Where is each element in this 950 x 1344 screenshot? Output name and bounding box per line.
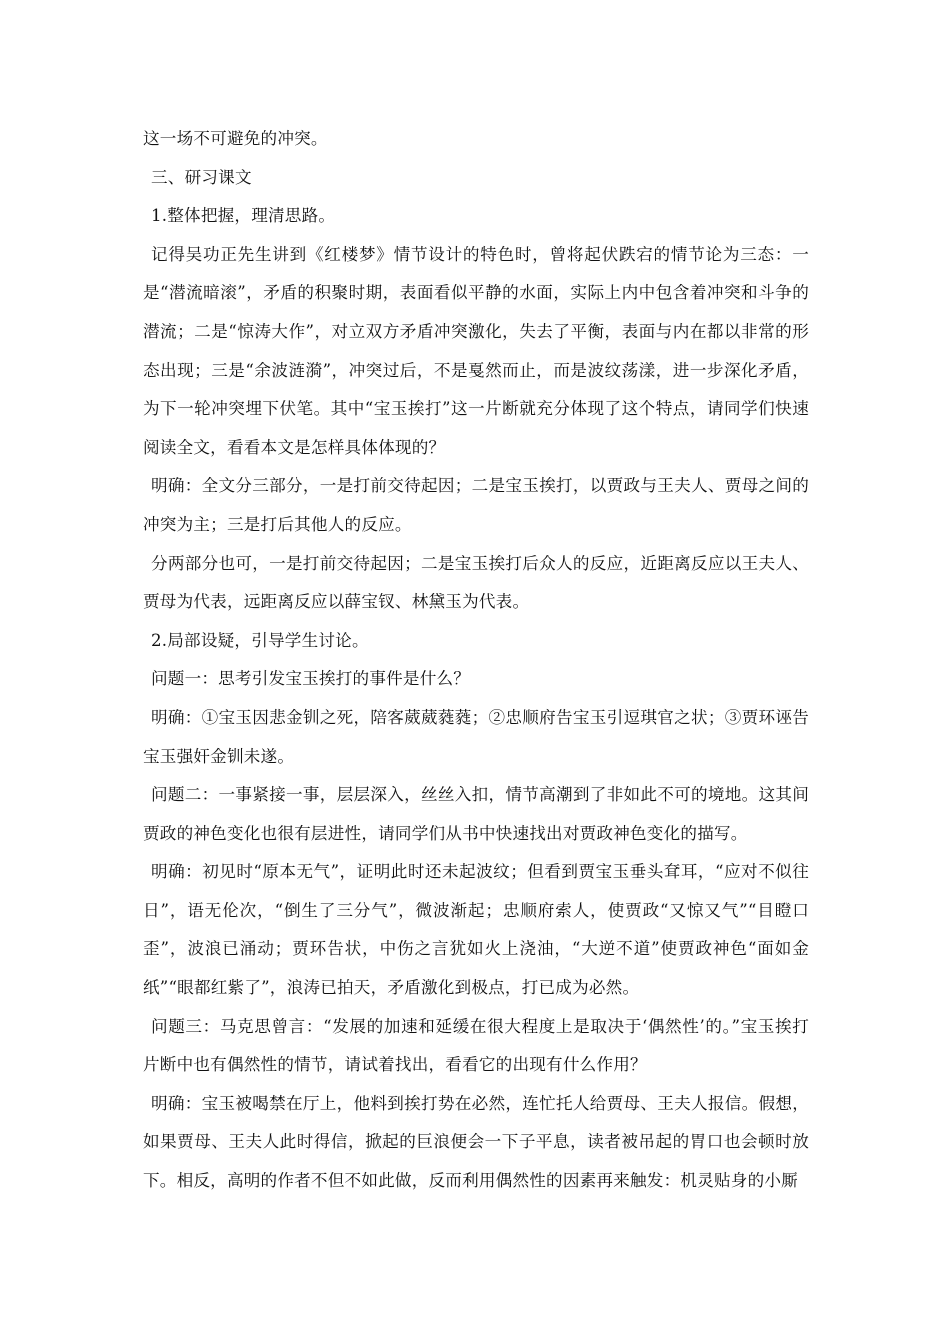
subheading-local-questions: 2.局部设疑，引导学生讨论。 xyxy=(151,630,369,650)
document-body xyxy=(143,120,809,1201)
subheading-overall-grasp: 1.整体把握，理清思路。 xyxy=(151,206,336,226)
question-three: 问题三：马克思曾言：“发展的加速和延缓在很大程度上是取决于‘偶然性’的。”宝玉挨打片断中也有偶然性的情节，请试着找出，看看它的出现有什么作用？ xyxy=(143,1016,809,1075)
question-two: 问题二：一事紧接一事，层层深入，丝丝入扣，情节高潮到了非如此不可的境地。这其间贾政的神色变化也很有层进性，请同学们从书中快速找出对贾政神色变化的描写。 xyxy=(143,785,809,843)
paragraph-answer-three-parts: 明确：全文分三部分，一是打前交待起因；二是宝玉挨打，以贾政与王夫人、贾母之间的冲突为主；三是打后其他人的反应。 xyxy=(143,476,809,534)
question-one: 问题一：思考引发宝玉挨打的事件是什么？ xyxy=(151,669,471,689)
answer-one: 明确：①宝玉因悲金钏之死，陪客葳葳蕤蕤；②忠顺府告宝玉引逗琪官之状；③贾环诬告宝玉强奸金钏未遂。 xyxy=(143,707,809,766)
paragraph-two-parts: 分两部分也可，一是打前交待起因；二是宝玉挨打后众人的反应，近距离反应以王夫人、贾母为代表，远距离反应以薛宝钗、林黛玉为代表。 xyxy=(143,553,809,612)
paragraph-three-states: 记得吴功正先生讲到《红楼梦》情节设计的特色时，曾将起伏跌宕的情节论为三态：一是“潜流暗滚”，矛盾的积聚时期，表面看似平静的水面，实际上内中包含着冲突和斗争的潜流；二是“惊涛大作”，对立双方矛盾冲突激化，失去了平衡，表面与内在都以非常的形态出现；三是“余波涟漪”，冲突过后，不是戛然而止，而是波纹荡漾，进一步深化矛盾，为下一轮冲突埋下伏笔。其中“宝玉挨打”这一片断就充分体现了这个特点，请同学们快速阅读全文，看看本文是怎样具体体现的？ xyxy=(143,244,809,457)
section-heading-study-text: 三、研习课文 xyxy=(151,167,252,187)
answer-two: 明确：初见时“原本无气”，证明此时还未起波纹；但看到贾宝玉垂头耷耳，“应对不似往日”，语无伦次，“倒生了三分气”，微波渐起；忠顺府索人，使贾政“又惊又气”“目瞪口歪”，波浪已涌动；贾环告状，中伤之言犹如火上浇油，“大逆不道”使贾政神色“面如金纸”“眼都红紫了”，浪涛已拍天，矛盾激化到极点，打已成为必然。 xyxy=(143,862,809,998)
answer-three: 明确：宝玉被喝禁在厅上，他料到挨打势在必然，连忙托人给贾母、王夫人报信。假想，如果贾母、王夫人此时得信，掀起的巨浪便会一下子平息，读者被吊起的胃口也会顿时放下。相反，高明的作者不但不如此做，反而利用偶然性的因素再来触发：机灵贴身的小厮 xyxy=(143,1093,809,1191)
paragraph-conflict-end: 这一场不可避免的冲突。 xyxy=(143,129,328,148)
